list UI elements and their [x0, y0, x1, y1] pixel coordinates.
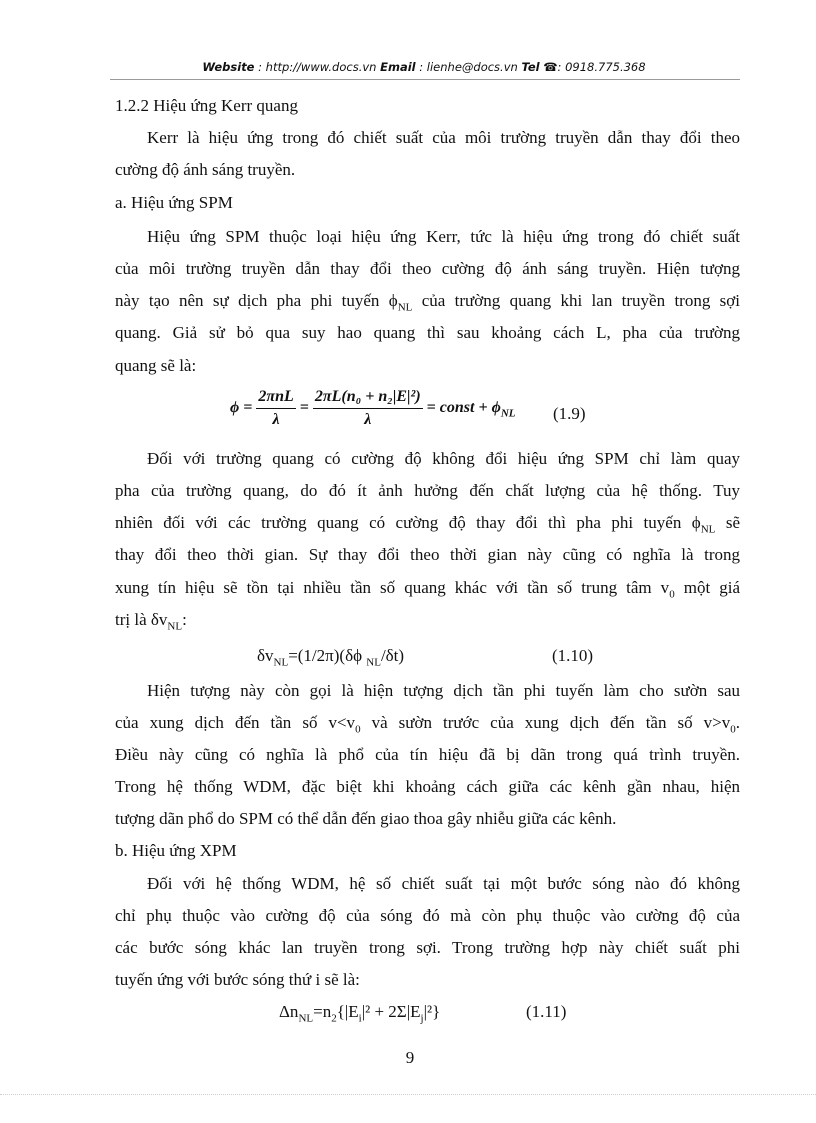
equation-1-9: ϕ = $\frac{\text{2πnL}}{\lambda}$ = $\frac{\text{2πL(n₀ + n₂|E|²)}}{\lambda}$ = const + $\phi_{NL}$ [230, 388, 516, 428]
xpm-para-line-4: tuyến ứng với bước sóng thứ i sẽ là: [115, 970, 360, 989]
spm-para2-line-6: trị là $\delta v_{NL}$: [115, 610, 187, 633]
tel-label: Tel [521, 60, 540, 74]
page-number: 9 [405, 1048, 415, 1067]
spm-para1-line-3: này tạo nên sự dịch pha phi tuyến $\phi_{NL}$ của trường quang khi lan truyền trong sợi [115, 291, 741, 314]
spm-para2-line-4: thay đổi theo thời gian. Sự thay đổi theo thời gian này cũng có nghĩa là trong [115, 545, 740, 564]
tel-value: : 0918.775.368 [557, 60, 646, 74]
spm-para1-line-1: Hiệu ứng SPM thuộc loại hiệu ứng Kerr, tức là hiệu ứng trong đó chiết suất [147, 227, 740, 246]
website-value: : http://www.docs.vn [254, 60, 381, 74]
spm-para1-line-2: của môi trường truyền dẫn thay đổi theo cường độ ánh sáng truyền. Hiện tượng [115, 259, 740, 278]
spm-para2-line-1: Đối với trường quang có cường độ không đổi hiệu ứng SPM chỉ làm quay [147, 449, 740, 468]
phone-icon: ☎ [543, 60, 558, 74]
spm-para3-line-4: Trong hệ thống WDM, đặc biệt khi khoảng cách giữa các kênh gần nhau, hiện [115, 777, 740, 796]
eq-1-9-fraction-2: $\frac{\text{2πL(n₀ + n₂|E|²)}}{\lambda}$ [314, 388, 421, 428]
xpm-para-line-1: Đối với hệ thống WDM, hệ số chiết suất tại một bước sóng nào đó không [147, 874, 740, 893]
spm-para2-line-5: xung tín hiệu sẽ tồn tại nhiều tần số quang khác với tần số trung tâm $v_0$ một giá [115, 578, 741, 601]
kerr-intro-line-2: cường độ ánh sáng truyền. [115, 160, 296, 179]
spm-para3-line-2: của xung dịch đến tần số $v<v_0$ và sườn trước của xung dịch đến tần số $v>v_0$. [115, 713, 740, 736]
page-header [110, 60, 738, 74]
kerr-intro-line-1: Kerr là hiệu ứng trong đó chiết suất của môi trường truyền dẫn thay đổi theo [147, 128, 740, 147]
eq-1-9-fraction-1: $\frac{\text{2πnL}}{\lambda}$ [258, 388, 294, 428]
equation-1-11-number: (1.11) [526, 1002, 567, 1021]
email-value: : lienhe@docs.vn [415, 60, 522, 74]
xpm-para-line-2: chỉ phụ thuộc vào cường độ của sóng đó mà còn phụ thuộc vào cường độ của [115, 906, 740, 925]
email-label: Email [380, 60, 416, 74]
page-bottom-divider [0, 1094, 816, 1095]
spm-para1-line-4: quang. Giả sử bỏ qua suy hao quang thì sau khoảng cách L, pha của trường [115, 323, 740, 342]
equation-1-10-number: (1.10) [552, 646, 594, 665]
equation-1-9-number: (1.9) [553, 404, 586, 423]
spm-para2-line-2: pha của trường quang, do đó ít ảnh hưởng đến chất lượng của hệ thống. Tuy [115, 481, 740, 500]
equation-1-10: $\delta v_{NL}=(1/2\pi)(\delta\phi$ $_{NL}$/δt) [257, 646, 405, 669]
spm-para3-line-3: Điều này cũng có nghĩa là phổ của tín hiệu đã bị dãn trong quá trình truyền. [115, 745, 740, 764]
spm-heading: a. Hiệu ứng SPM [115, 193, 233, 212]
spm-para3-line-5: tượng dãn phổ do SPM có thể dẫn đến giao thoa gây nhiễu giữa các kênh. [115, 809, 617, 828]
website-label: Website [202, 60, 255, 74]
spm-para3-line-1: Hiện tượng này còn gọi là hiện tượng dịch tần phi tuyến làm cho sườn sau [147, 681, 740, 700]
section-title: 1.2.2 Hiệu ứng Kerr quang [115, 96, 298, 115]
spm-para1-line-5: quang sẽ là: [115, 356, 197, 375]
header-divider [110, 79, 740, 80]
xpm-heading: b. Hiệu ứng XPM [115, 841, 237, 860]
xpm-para-line-3: các bước sóng khác lan truyền trong sợi. Trong trường hợp này chiết suất phi [115, 938, 740, 957]
spm-para2-line-3: nhiên đối với các trường quang có cường độ thay đổi thì pha phi tuyến $\phi_{NL}$ sẽ [115, 513, 740, 536]
equation-1-11: $\Delta n_{NL}=n_2\{|E_i|^2 + 2\Sigma|E_j|^2\}$ [279, 1002, 441, 1025]
